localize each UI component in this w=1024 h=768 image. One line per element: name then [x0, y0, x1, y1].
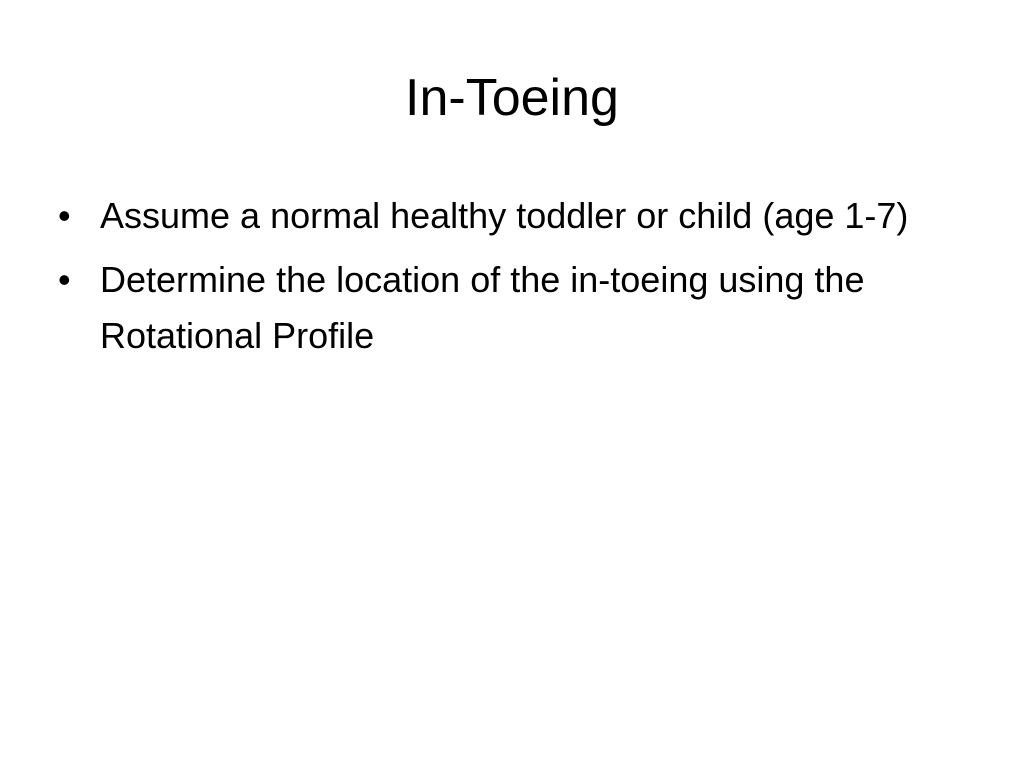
bullet-dot-icon: • — [58, 259, 71, 300]
bullet-dot-icon: • — [58, 195, 71, 236]
bullet-list — [58, 188, 968, 372]
bullet-text: Determine the location of the in-toeing using the Rotational Profile — [100, 259, 865, 356]
list-item — [58, 188, 968, 244]
slide-title: In-Toeing — [405, 69, 619, 127]
list-item — [58, 252, 968, 364]
bullet-text: Assume a normal healthy toddler or child (age 1-7) — [100, 195, 909, 236]
